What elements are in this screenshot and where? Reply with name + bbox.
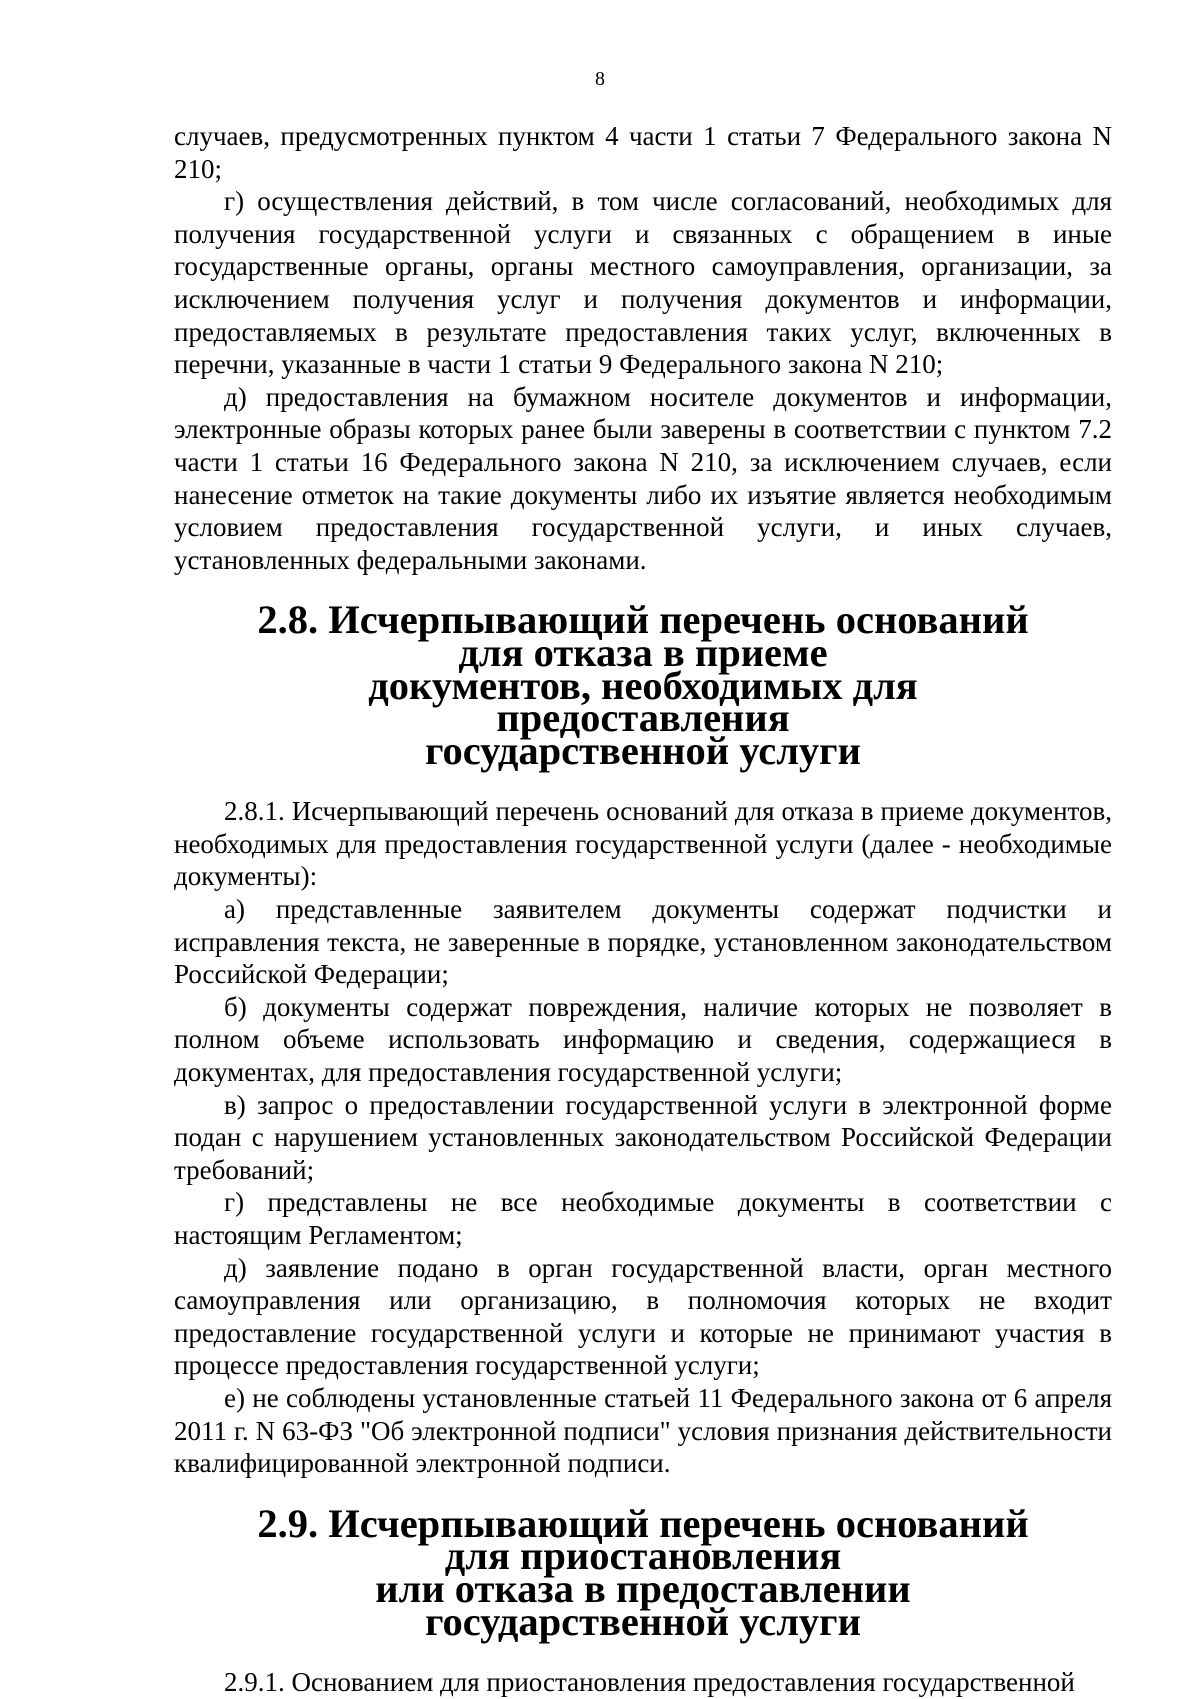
page-number: 8 [595, 68, 605, 90]
paragraph-2-8-1: 2.8.1. Исчерпывающий перечень оснований для отказа в приеме документов, необходимых для предоставления государственной услуги (далее - необходимые документы): [174, 796, 1112, 892]
paragraph-item-d: д) предоставления на бумажном носителе документов и информации, электронные образы которых ранее были заверены в соответствии с пунктом 7.2 части 1 статьи 16 Федерального закона N 210, за исключением случаев, если нанесение отметок на такие документы либо их изъятие является необходимым условием предоставления государственной услуги, и иных случаев, установленных федеральными законами. [174, 381, 1112, 575]
paragraph-2-9-1: 2.9.1. Основанием для приостановления предоставления государственной [224, 1667, 1075, 1698]
heading-line: 2.9. Исчерпывающий перечень оснований для приостановления [257, 1500, 1029, 1579]
paragraph-item-e: е) не соблюдены установленные статьей 11 Федерального закона от 6 апреля 2011 г. N 63-ФЗ "Об электронной подписи" условия признания действительности квалифицированной электронной подписи. [174, 1382, 1112, 1479]
paragraph-item-g2: г) представлены не все необходимые документы в соответствии с настоящим Регламентом; [174, 1187, 1112, 1250]
paragraph-item-g: г) осуществления действий, в том числе согласований, необходимых для получения государственной услуги и связанных с обращением в иные государственные органы, органы местного самоуправления, организации, за исключением получения услуг и получения документов и информации, предоставляемых в результате предоставления таких услуг, включенных в перечни, указанные в части 1 статьи 9 Федерального закона N 210; [174, 186, 1112, 380]
heading-line: 2.8. Исчерпывающий перечень оснований для отказа в приеме [257, 597, 1029, 675]
heading-line: документов, необходимых для предоставления [368, 662, 918, 741]
paragraph-continuation: случаев, предусмотренных пунктом 4 части 1 статьи 7 Федерального закона N 210; [174, 121, 1112, 184]
heading-line: или отказа в предоставлении государственной услуги [375, 1565, 911, 1644]
section-heading-2-9 [174, 1500, 1112, 1644]
section-heading-2-8 [174, 597, 1112, 773]
heading-line: государственной услуги [425, 727, 861, 773]
paragraph-item-d2: д) заявление подано в орган государственной власти, орган местного самоуправления или организацию, в полномочия которых не входит предоставление государственной услуги и которые не принимают участия в процессе предоставления государственной услуги; [174, 1252, 1112, 1381]
paragraph-item-v: в) запрос о предоставлении государственной услуги в электронной форме подан с нарушением установленных законодательством Российской Федерации требований; [174, 1089, 1112, 1185]
paragraph-item-b: б) документы содержат повреждения, наличие которых не позволяет в полном объеме использовать информацию и сведения, содержащиеся в документах, для предоставления государственной услуги; [174, 991, 1112, 1088]
paragraph-item-a: а) представленные заявителем документы содержат подчистки и исправления текста, не заверенные в порядке, установленном законодательством Российской Федерации; [174, 894, 1112, 990]
document-body [174, 120, 1112, 1699]
